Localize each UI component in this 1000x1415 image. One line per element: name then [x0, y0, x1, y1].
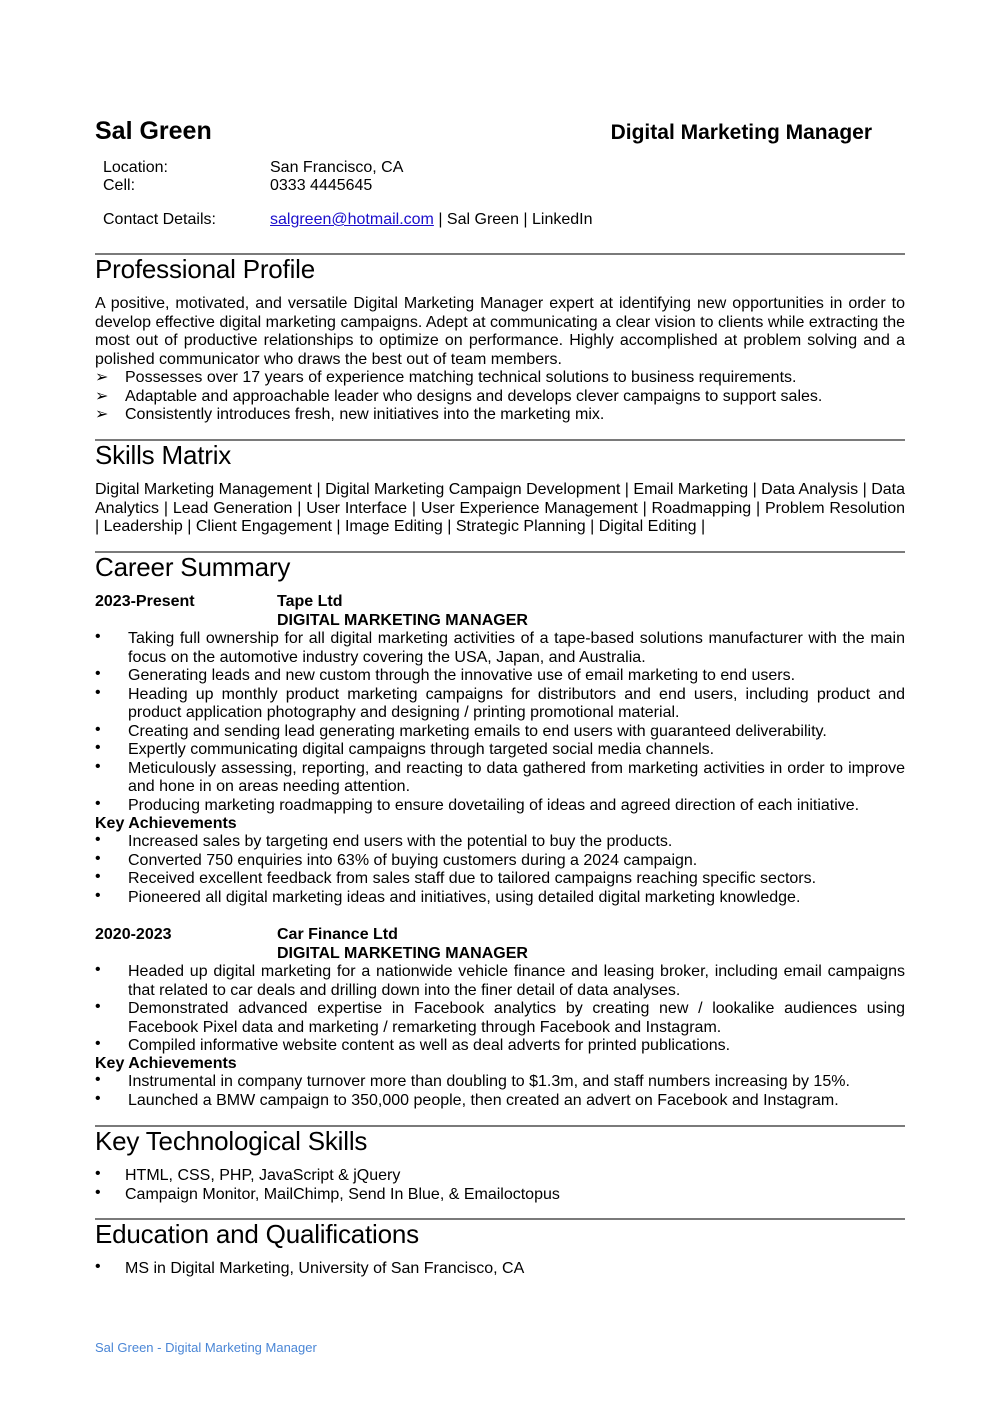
list-item: • Campaign Monitor, MailChimp, Send In Blue, & Emailoctopus [95, 1183, 560, 1203]
bullet-icon: • [95, 831, 101, 848]
tech-skills-list [95, 1167, 905, 1204]
bullet-icon: • [95, 1183, 101, 1201]
list-item: • Instrumental in company turnover more than doubling to $1.3m, and staff numbers increasing by 15%. [95, 1071, 850, 1090]
contact-details-label: Contact Details: [103, 211, 216, 228]
list-item: • Heading up monthly product marketing campaigns for distributors and end users, including product and product application photography and designing / printing promotional material. [95, 683, 905, 721]
list-item: ➢ Adaptable and approachable leader who designs and develops clever campaigns to support sales. [95, 387, 823, 405]
list-item: • Launched a BMW campaign to 350,000 people, then created an advert on Facebook and Instagram. [95, 1089, 839, 1109]
bullet-icon: • [95, 794, 101, 812]
section-heading-skills: Skills Matrix [95, 440, 232, 470]
cell-label: Cell: [103, 177, 136, 194]
arrowhead-bullet-icon: ➢ [95, 369, 109, 386]
profile-bullets [95, 369, 905, 425]
list-item: • Demonstrated advanced expertise in Facebook analytics by creating new / lookalike audiences using Facebook Pixel data and marketing / remarketing through Facebook and Instagram. [95, 998, 905, 1036]
bullet-icon: • [95, 849, 101, 867]
list-item: • Received excellent feedback from sales staff due to tailored campaigns reaching specific sectors. [95, 868, 817, 887]
job-header [95, 593, 528, 630]
education-list [95, 1260, 905, 1279]
job-duties [95, 630, 905, 815]
job-company: Car Finance Ltd [277, 926, 398, 943]
page-footer: Sal Green - Digital Marketing Manager [95, 1340, 317, 1355]
list-item: • Pioneered all digital marketing ideas and initiatives, using detailed digital marketing knowledge. [95, 886, 801, 906]
list-item: • Generating leads and new custom through the innovative use of email marketing to end users. [95, 665, 796, 684]
list-item: • Meticulously assessing, reporting, and reacting to data gathered from marketing activities in order to improve and hone in on areas needing attention. [95, 757, 905, 795]
bullet-icon: • [95, 868, 101, 885]
contact-details-rest: | Sal Green | LinkedIn [433, 211, 593, 228]
list-item: • Compiled informative website content as well as deal adverts for printed publications. [95, 1035, 731, 1054]
list-item: • Taking full ownership for all digital marketing activities of a tape-based solutions manufacturer with the main focus on the automotive industry covering the USA, Japan, and Australia. [95, 628, 905, 666]
list-item: ➢ Possesses over 17 years of experience matching technical solutions to business requirements. [95, 369, 797, 386]
list-item: • MS in Digital Marketing, University of San Francisco, CA [95, 1258, 525, 1277]
job-achievements [95, 1073, 905, 1110]
key-achievements-heading: Key Achievements [95, 1055, 237, 1072]
list-item: • Expertly communicating digital campaigns through targeted social media channels. [95, 739, 715, 758]
job-company: Tape Ltd [277, 593, 343, 610]
bullet-icon: • [95, 628, 101, 645]
bullet-icon: • [95, 1071, 101, 1088]
candidate-name: Sal Green [95, 117, 212, 145]
bullet-icon: • [95, 1165, 101, 1182]
list-item: ➢ Consistently introduces fresh, new initiatives into the marketing mix. [95, 406, 605, 423]
job-achievements [95, 833, 905, 907]
contact-cell [103, 177, 372, 195]
bullet-icon: • [95, 1035, 101, 1052]
job-role: DIGITAL MARKETING MANAGER [277, 944, 528, 962]
section-heading-education: Education and Qualifications [95, 1219, 419, 1249]
bullet-icon: • [95, 739, 101, 756]
bullet-icon: • [95, 998, 101, 1015]
list-item: • Headed up digital marketing for a nationwide vehicle finance and leasing broker, including email campaigns that related to car deals and drilling down into the finer detail of data analyses. [95, 961, 905, 999]
job-header [95, 926, 528, 963]
arrowhead-bullet-icon: ➢ [95, 406, 109, 423]
bullet-icon: • [95, 1089, 101, 1107]
profile-summary: A positive, motivated, and versatile Digital Marketing Manager expert at identifying new opportunities in order to develop effective digital marketing campaigns. Adept at communicating a clear vision to clients while extracting the most out of productive relationships to optimize on performance. Highly accomplished at problem solving and a polished communicator who draws the best out of team members. [95, 295, 905, 368]
job-dates: 2023-Present [95, 593, 195, 610]
bullet-icon: • [95, 1258, 101, 1275]
section-heading-career: Career Summary [95, 552, 291, 582]
key-achievements-heading: Key Achievements [95, 815, 237, 832]
section-heading-tech-skills: Key Technological Skills [95, 1126, 368, 1156]
list-item: • HTML, CSS, PHP, JavaScript & jQuery [95, 1165, 401, 1184]
contact-location [103, 159, 403, 177]
email-link[interactable]: salgreen@hotmail.com [270, 211, 434, 228]
section-heading-profile: Professional Profile [95, 254, 315, 284]
skills-matrix-text: Digital Marketing Management | Digital Marketing Campaign Development | Email Marketing | Data Analysis | Data Analytics | Lead Generation | User Interface | User Experience Management | Roadmapping | Problem Resolution | Leadership | Client Engagement | Image Editing | Strategic Planning | Digital Editing | [95, 481, 905, 535]
bullet-icon: • [95, 720, 101, 738]
job-role: DIGITAL MARKETING MANAGER [277, 611, 528, 629]
list-item: • Converted 750 enquiries into 63% of buying customers during a 2024 campaign. [95, 849, 698, 869]
bullet-icon: • [95, 757, 101, 775]
bullet-icon: • [95, 961, 101, 978]
cell-value: 0333 4445645 [270, 177, 373, 194]
list-item: • Producing marketing roadmapping to ensure dovetailing of ideas and agreed direction of each initiative. [95, 794, 860, 814]
location-value: San Francisco, CA [270, 159, 404, 176]
job-dates: 2020-2023 [95, 926, 172, 943]
list-item: • Creating and sending lead generating marketing emails to end users with guaranteed deliverability. [95, 720, 827, 740]
list-item: • Increased sales by targeting end users with the potential to buy the products. [95, 831, 673, 850]
arrowhead-bullet-icon: ➢ [95, 387, 109, 405]
location-label: Location: [103, 159, 168, 176]
contact-details [103, 211, 593, 229]
candidate-job-title: Digital Marketing Manager [610, 121, 872, 144]
job-duties [95, 963, 905, 1056]
bullet-icon: • [95, 886, 101, 904]
bullet-icon: • [95, 665, 101, 682]
bullet-icon: • [95, 683, 101, 701]
